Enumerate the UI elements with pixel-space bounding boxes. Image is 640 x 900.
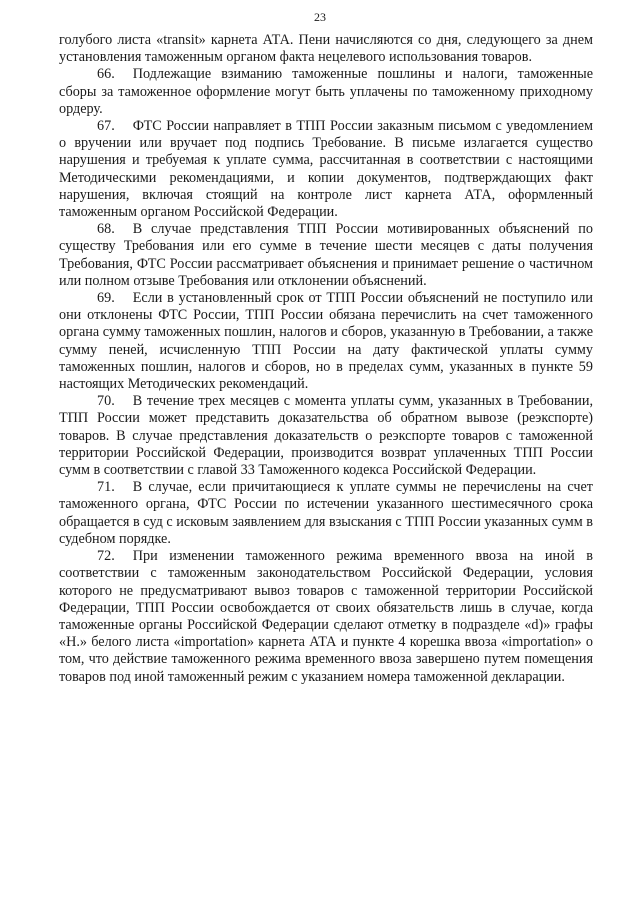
paragraph-number: 66. (97, 66, 115, 83)
paragraph-68 (59, 221, 593, 290)
paragraph-number: 69. (97, 290, 115, 307)
paragraph-69 (59, 290, 593, 393)
paragraph-text: Если в установленный срок от ТПП России объяснений не поступило или они отклонены ФТС России, ТПП России обязана перечислить на счет таможенного органа сумму таможенных пошлин, налогов и сборов, указанную в Требовании, а также сумму пеней, исчисленную ТПП России на дату фактической уплаты сумму таможенных пошлин, налогов и сборов, но в пределах сумм, указанных в пункте 59 настоящих Методических рекомендаций. (59, 290, 593, 393)
paragraph-number: 67. (97, 118, 115, 135)
paragraph-text: При изменении таможенного режима временного ввоза на иной в соответствии с таможенным законодательством Российской Федерации, условия которого не предусматривают вывоз товаров с таможенной территории Российской Федерации, ТПП России освобождается от своих обязательств лишь в случае, когда таможенные органы Российской Федерации сделают отметку в подразделе «d)» графы «H.» белого листа «importation» карнета АТА и пункте 4 корешка ввоза «importation» о том, что действие таможенного режима временного ввоза завершено путем помещения товаров под иной таможенный режим с указанием номера таможенной декларации. (59, 548, 593, 685)
page-number: 23 (314, 10, 326, 24)
paragraph-number: 68. (97, 221, 115, 238)
paragraph-text: В течение трех месяцев с момента уплаты сумм, указанных в Требовании, ТПП России может представить доказательства об обратном вывозе (реэкспорте) товаров. В случае представления доказательств о реэкспорте товаров с таможенной территории Российской Федерации, производится возврат уплаченных ТПП России сумм в соответствии с главой 33 Таможенного кодекса Российской Федерации. (59, 393, 593, 479)
paragraph-number: 71. (97, 479, 115, 496)
paragraph-70 (59, 393, 593, 479)
paragraph-number: 72. (97, 548, 115, 565)
paragraph-72 (59, 548, 593, 686)
paragraph-text: ФТС России направляет в ТПП России заказным письмом с уведомлением о вручении или вручает под подпись Требование. В письме излагается существо нарушения и требуемая к уплате сумма, рассчитанная в соответствии с настоящими Методическими рекомендациями, и копии документов, подтверждающих факт нарушения, включая стоящий на контроле лист карнета АТА, оформленный таможенным органом Российской Федерации. (59, 118, 593, 221)
paragraph-text: В случае, если причитающиеся к уплате суммы не перечислены на счет таможенного органа, ФТС России по истечении указанного шестимесячного срока обращается в суд с исковым заявлением для взыскания с ТПП России указанных сумм в судебном порядке. (59, 479, 593, 547)
paragraph-continuation (59, 32, 593, 66)
paragraph-text: В случае представления ТПП России мотивированных объяснений по существу Требования или его сумме в течение шести месяцев с даты получения Требования, ФТС России рассматривает объяснения и принимает решение о частичном или полном отзыве Требования или отклонении объяснений. (59, 221, 593, 289)
paragraph-text: Подлежащие взиманию таможенные пошлины и налоги, таможенные сборы за таможенное оформление могут быть уплачены по таможенному приходному ордеру. (59, 66, 593, 117)
paragraph-67 (59, 118, 593, 221)
paragraph-text: голубого листа «transit» карнета АТА. Пени начисляются со дня, следующего за днем установления таможенным органом факта нецелевого использования товаров. (59, 32, 593, 66)
paragraph-number: 70. (97, 393, 115, 410)
document-body (59, 32, 593, 686)
paragraph-66 (59, 66, 593, 118)
paragraph-71 (59, 479, 593, 548)
